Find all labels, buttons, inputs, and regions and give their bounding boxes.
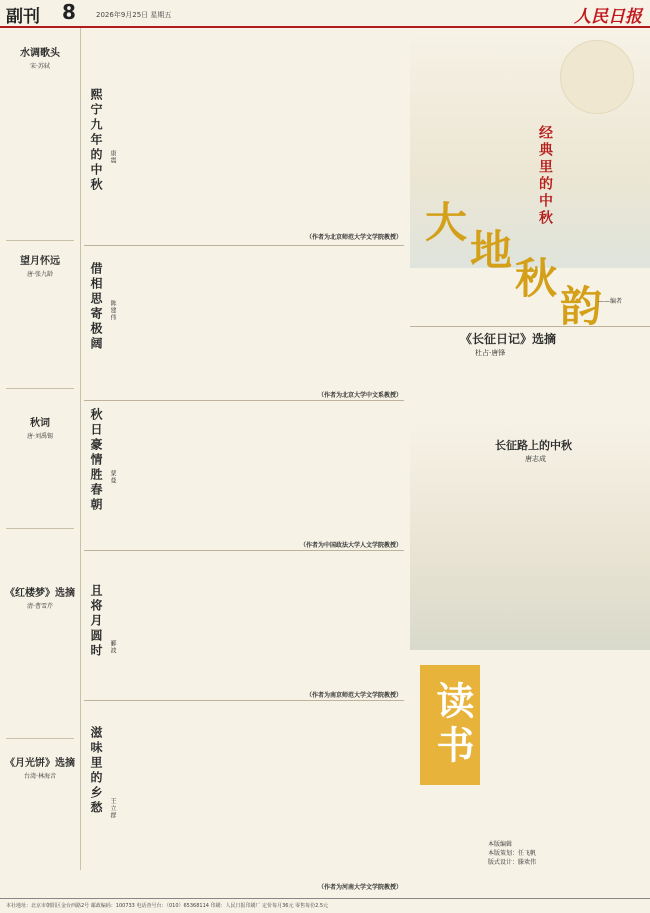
poem-title: 水调歌头 (20, 48, 60, 59)
divider (6, 388, 74, 389)
divider (6, 528, 74, 529)
section-name: 副刊 (6, 7, 40, 27)
left-poem-4 (0, 578, 80, 610)
source-line-3: （作者为中国政法大学人文学院教授） (299, 542, 402, 549)
feature-title-char-3: 秋 (515, 254, 558, 303)
poem2-author: 杜占·唐锋 (475, 349, 506, 357)
left-poem-column (0, 28, 81, 870)
divider (6, 240, 74, 241)
editor-line-2: 本版策划：任飞帆 (488, 850, 537, 857)
editor-line-3: 版式设计：滕欢伟 (488, 859, 537, 866)
source-line-1: （作者为北京师范大学文学院教授） (305, 234, 402, 241)
editor-credits (488, 840, 536, 867)
poem-author: 唐·刘禹锡 (27, 433, 53, 440)
moon-illustration (560, 40, 634, 114)
poem-title: 望月怀远 (20, 256, 60, 267)
page-footer: 本社地址：北京市朝阳区金台西路2号 邮政编码：100733 电话查号台：（010）65368114 印刷：人民日报印刷厂 定价每月36元 零售每份2.5元 (0, 898, 650, 913)
poem-author: 宋·苏轼 (30, 63, 50, 70)
poem-title: 《红楼梦》选摘 (5, 588, 75, 599)
divider (84, 400, 404, 401)
newspaper-logo: 人民日报 (574, 7, 642, 27)
essay-title-2: 借相思寄极阔 (89, 262, 103, 352)
essay-title-4: 且将月圆时 (89, 584, 103, 659)
issue-date: 2026年9月25日 星期五 (96, 11, 172, 19)
essay-body-5 (128, 706, 402, 884)
divider (84, 245, 404, 246)
editor-line-1: 本版编辑 (488, 841, 513, 848)
source-line-2: （作者为北京大学中文系教授） (317, 392, 402, 399)
essay-author-3: 蒙曼 (109, 470, 116, 484)
essay-body-3 (128, 405, 402, 545)
left-poem-3 (0, 408, 80, 440)
right-essay-title: 长征路上的中秋 (495, 439, 572, 452)
right-essay-body (408, 470, 648, 630)
source-line-5: （作者为河南大学文学院教授） (317, 884, 402, 891)
feature-title-char-4: 韵 (560, 282, 603, 331)
feature-title-char-2: 地 (470, 226, 513, 275)
section-stamp: 读书 (420, 665, 480, 785)
divider (410, 326, 650, 327)
left-poem-1 (0, 38, 80, 70)
essay-body-2 (128, 252, 402, 392)
essay-title-5: 滋味里的乡愁 (89, 726, 103, 816)
feature-title-char-1: 大 (425, 198, 468, 247)
poem-author: 台湾·林海音 (24, 773, 56, 780)
essay-author-1: 康震 (109, 150, 116, 164)
left-poem-2 (0, 246, 80, 278)
feature-intro (556, 120, 644, 280)
feature-subtitle: 经典里的中秋 (537, 125, 553, 227)
essay-body-1 (128, 30, 402, 238)
divider (84, 700, 404, 701)
masthead (0, 0, 650, 28)
poem-title: 《月光饼》选摘 (5, 758, 75, 769)
poem-author: 唐·张九龄 (27, 271, 53, 278)
poem2-title: 《长征日记》选摘 (460, 332, 557, 346)
essay-title-1: 熙宁九年的中秋 (89, 88, 103, 193)
left-poem-5 (0, 748, 80, 780)
essay-body-4 (128, 556, 402, 694)
right-essay-author: 唐志成 (525, 455, 546, 463)
page-number: 8 (62, 0, 76, 24)
poem-title: 秋词 (30, 418, 50, 429)
divider (6, 738, 74, 739)
essay-author-5: 王立群 (109, 798, 116, 819)
intro-signoff: ——编者 (598, 298, 623, 305)
essay-author-4: 郦波 (109, 640, 116, 654)
divider (84, 550, 404, 551)
poem-author: 清·曹雪芹 (27, 603, 53, 610)
essay-title-3: 秋日豪情胜春朝 (89, 408, 103, 513)
essay-author-2: 陈建伟 (109, 300, 116, 321)
source-line-4: （作者为南京师范大学文学院教授） (305, 692, 402, 699)
